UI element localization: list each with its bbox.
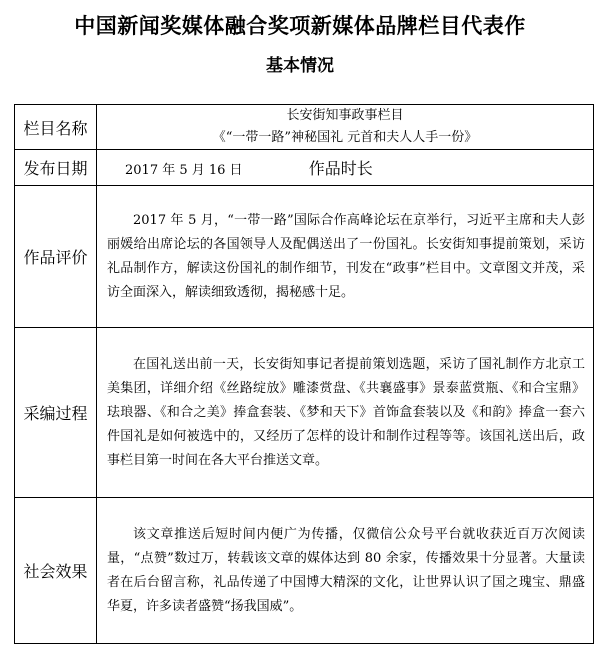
row-process — [15, 328, 594, 498]
column-name-line2: 《“一带一路”神秘国礼 元首和夫人人手一份》 — [212, 130, 478, 145]
column-name-label: 栏目名称 — [15, 105, 97, 150]
evaluation-cell — [97, 186, 594, 328]
publish-date-label: 发布日期 — [15, 150, 97, 186]
document-title: 中国新闻奖媒体融合奖项新媒体品牌栏目代表作 — [74, 14, 526, 38]
info-table — [14, 104, 594, 644]
document-subtitle: 基本情况 — [266, 56, 334, 76]
column-name-value — [97, 105, 594, 150]
row-column-name — [15, 105, 594, 150]
row-evaluation — [15, 186, 594, 328]
process-label: 采编过程 — [15, 328, 97, 498]
publish-date-value: 2017 年 5 月 16 日 — [125, 163, 243, 178]
column-name-line1: 长安街知事政事栏目 — [286, 108, 404, 123]
row-publish-date — [15, 150, 594, 186]
social-effect-label: 社会效果 — [15, 498, 97, 644]
publish-date-cell — [97, 150, 594, 186]
evaluation-label: 作品评价 — [15, 186, 97, 328]
process-text: 在国礼送出前一天，长安街知事记者提前策划选题，采访了国礼制作方北京工美集团，详细介绍《丝路绽放》雕漆赏盘、《共襄盛事》景泰蓝赏瓶、《和合宝鼎》珐琅器、《和合之美》捧盒套装、《梦和天下》首饰盒套装以及《和韵》捧盒一套六件国礼是如何被选中的，又经历了怎样的设计和制作过程等等。该国礼送出后，政事栏目第一时间在各大平台推送文章。 — [107, 356, 585, 468]
social-effect-text: 该文章推送后短时间内便广为传播，仅微信公众号平台就收获近百万次阅读量，“点赞”数过万，转载该文章的媒体达到 80 余家，传播效果十分显著。大量读者在后台留言称，礼品传递了中国博大精深的文化，让世界认识了国之瑰宝、鼎盛华夏，许多读者盛赞“扬我国威”。 — [107, 526, 585, 614]
duration-label: 作品时长 — [308, 159, 373, 178]
social-effect-cell — [97, 498, 594, 644]
row-social-effect — [15, 498, 594, 644]
process-cell — [97, 328, 594, 498]
evaluation-text: 2017 年 5 月，“一带一路”国际合作高峰论坛在京举行，习近平主席和夫人彭丽媛给出席论坛的各国领导人及配偶送出了一份国礼。长安街知事提前策划，采访礼品制作方，解读这份国礼的制作细节，刊发在“政事”栏目中。文章图文并茂，采访全面深入，解读细致透彻，揭秘感十足。 — [107, 212, 585, 300]
